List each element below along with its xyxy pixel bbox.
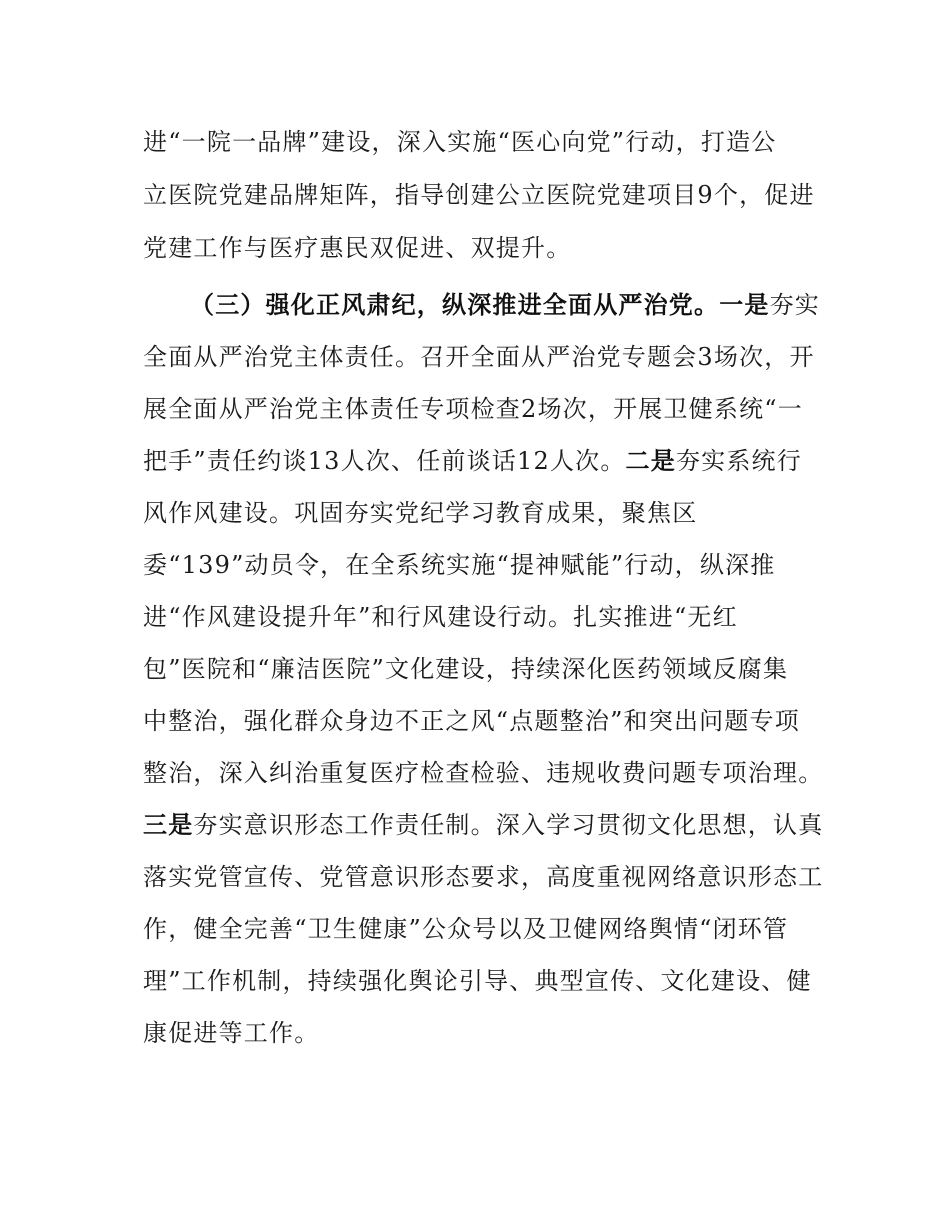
paragraph-2-line-10: 整治，深入纠治重复医疗检查检验、违规收费问题专项治理。 xyxy=(143,759,824,787)
paragraph-2-line-3: 展全面从严治党主体责任专项检查2场次，开展卫健系统“一 xyxy=(143,395,803,423)
paragraph-2-line-14: 理”工作机制，持续强化舆论引导、典型宣传、文化建设、健 xyxy=(143,967,812,995)
paragraph-1-line-2: 立医院党建品牌矩阵，指导创建公立医院党建项目9个，促进 xyxy=(143,181,815,209)
marker-third: 三是 xyxy=(143,811,194,839)
paragraph-2-line-15: 康促进等工作。 xyxy=(143,1019,320,1047)
paragraph-2-line-11 xyxy=(143,805,823,845)
paragraph-2-line-6: 委“139”动员令，在全系统实施“提神赋能”行动，纵深推 xyxy=(143,551,776,579)
line-tail: 夯实系统行 xyxy=(675,447,802,475)
paragraph-2-line-12: 落实党管宣传、党管意识形态要求，高度重视网络意识形态工 xyxy=(143,863,824,891)
paragraph-2-line-2: 全面从严治党主体责任。召开全面从严治党专题会3场次，开 xyxy=(143,343,815,371)
paragraph-2-line-9: 中整治，强化群众身边不正之风“点题整治”和突出问题专项 xyxy=(143,707,800,735)
paragraph-1-line-1: 进“一院一品牌”建设，深入实施“医心向党”行动，打造公 xyxy=(143,128,777,156)
paragraph-2-line-1 xyxy=(190,285,820,325)
marker-second: 二是 xyxy=(625,447,676,475)
line-tail: 夯实意识形态工作责任制。深入学习贯彻文化思想，认真 xyxy=(193,811,824,839)
paragraph-2-line-13: 作，健全完善“卫生健康”公众号以及卫健网络舆情“闭环管 xyxy=(143,915,789,943)
paragraph-2-line-4 xyxy=(143,441,802,481)
section-heading: （三）强化正风肃纪，纵深推进全面从严治党。 xyxy=(190,291,720,319)
paragraph-2-line-7: 进“作风建设提升年”和行风建设行动。扎实推进“无红 xyxy=(143,603,738,631)
paragraph-2-line-8: 包”医院和“廉洁医院”文化建设，持续深化医药领域反腐集 xyxy=(143,655,789,683)
paragraph-2-line-5: 风作风建设。巩固夯实党纪学习教育成果，聚焦区 xyxy=(143,499,698,527)
line-tail: 夯实 xyxy=(769,291,821,319)
paragraph-1-line-3: 党建工作与医疗惠民双促进、双提升。 xyxy=(143,234,572,262)
line-head: 把手”责任约谈13人次、任前谈话12人次。 xyxy=(143,447,626,475)
marker-first: 一是 xyxy=(719,291,770,319)
